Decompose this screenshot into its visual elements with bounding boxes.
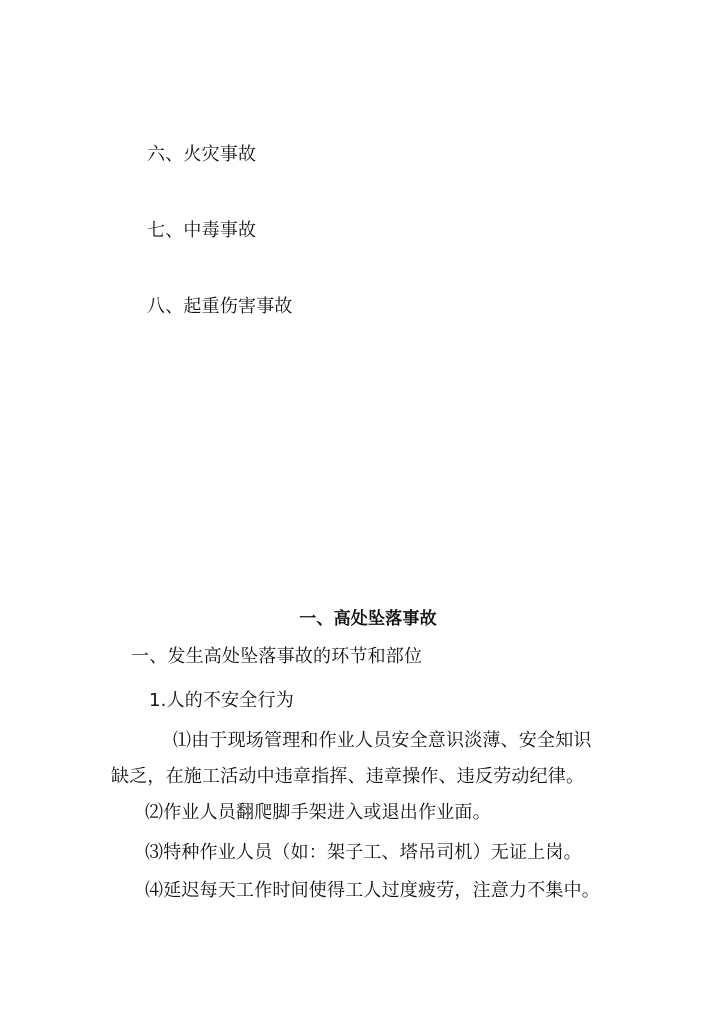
toc-item-fire-accident: 六、火灾事故 bbox=[147, 144, 257, 165]
section-title bbox=[0, 607, 724, 631]
paragraph-line: ⑵作业人员翻爬脚手架进入或退出作业面。 bbox=[145, 802, 491, 823]
paragraph-line: 缺乏，在施工活动中违章指挥、违章操作、违反劳动纪律。 bbox=[111, 766, 585, 787]
toc-item-lifting-injury-accident: 八、起重伤害事故 bbox=[147, 296, 293, 317]
toc-item-poisoning-accident: 七、中毒事故 bbox=[147, 220, 257, 241]
section-title-text: 一、高处坠落事故 bbox=[299, 609, 437, 629]
item-heading: 1.人的不安全行为 bbox=[149, 690, 294, 711]
paragraph-line: ⑶特种作业人员（如：架子工、塔吊司机）无证上岗。 bbox=[145, 842, 582, 863]
section-subtitle: 一、发生高处坠落事故的环节和部位 bbox=[131, 646, 423, 667]
paragraph-line: ⑴由于现场管理和作业人员安全意识淡薄、安全知识 bbox=[173, 730, 592, 751]
paragraph-line: ⑷延迟每天工作时间使得工人过度疲劳，注意力不集中。 bbox=[145, 880, 600, 901]
